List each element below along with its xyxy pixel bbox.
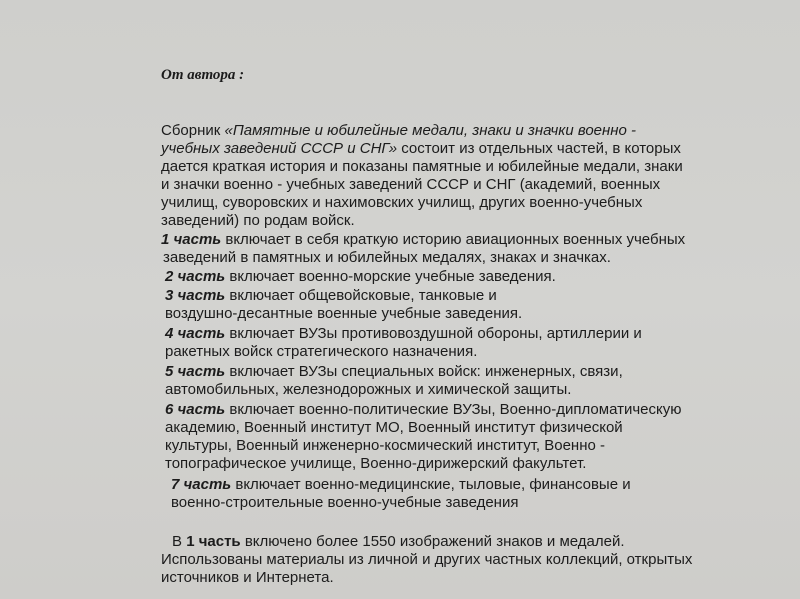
intro-line-3: дается краткая история и показаны памятные и юбилейные медали, знаки <box>161 158 683 175</box>
part-text: включает ВУЗы специальных войск: инженерных, связи, <box>225 363 623 380</box>
part-1-line-2: заведений в памятных и юбилейных медалях, знаках и значках. <box>163 249 611 266</box>
closing-part-label: 1 часть <box>186 533 241 550</box>
part-3-line-2: воздушно-десантные военные учебные заведения. <box>165 305 523 322</box>
part-6-line-1 <box>165 401 682 419</box>
part-6-line-4: топографическое училище, Военно-дирижерский факультет. <box>165 455 587 472</box>
closing-line-3: источников и Интернета. <box>161 569 334 586</box>
part-text: включает военно-политические ВУЗы, Военно-дипломатическую <box>225 401 682 418</box>
part-label: 5 часть <box>165 363 226 380</box>
intro-line-4: и значки военно - учебных заведений СССР и СНГ (академий, военных <box>161 176 661 193</box>
part-5-line-1 <box>165 363 623 381</box>
part-text: включает военно-морские учебные заведения. <box>225 268 556 285</box>
heading: От автора : <box>161 67 245 83</box>
collection-title-cont: учебных заведений СССР и СНГ» <box>161 140 398 157</box>
part-7-line-2: военно-строительные военно-учебные заведения <box>171 494 519 511</box>
part-6-line-3: культуры, Военный инженерно-космический институт, Военно - <box>165 437 606 454</box>
part-label: 7 часть <box>171 476 232 493</box>
part-text: включает общевойсковые, танковые и <box>225 287 497 304</box>
part-label: 6 часть <box>165 401 226 418</box>
intro-line-1 <box>161 122 758 140</box>
part-7-line-1 <box>171 476 631 494</box>
closing-line-1 <box>172 533 625 551</box>
part-label: 2 часть <box>165 268 226 285</box>
part-label: 1 часть <box>161 231 222 248</box>
part-text: включает ВУЗы противовоздушной обороны, артиллерии и <box>225 325 642 342</box>
intro-line-2 <box>161 140 681 158</box>
closing-line-2: Использованы материалы из личной и других частных коллекций, открытых <box>161 551 693 568</box>
part-label: 3 часть <box>165 287 226 304</box>
closing-text: В <box>172 533 187 550</box>
intro-lead: Сборник <box>161 122 225 139</box>
intro-text: состоит из отдельных частей, в которых <box>397 140 681 157</box>
intro-line-6: заведений) по родам войск. <box>161 212 355 229</box>
part-label: 4 часть <box>165 325 226 342</box>
closing-text: включено более 1550 изображений знаков и медалей. <box>240 533 625 550</box>
part-2-line-1 <box>165 268 556 286</box>
part-text: включает военно-медицинские, тыловые, финансовые и <box>231 476 631 493</box>
collection-title: «Памятные и юбилейные медали, знаки и значки военно - <box>224 122 637 139</box>
part-4-line-2: ракетных войск стратегического назначения. <box>165 343 478 360</box>
part-5-line-2: автомобильных, железнодорожных и химической защиты. <box>165 381 572 398</box>
part-4-line-1 <box>165 325 642 343</box>
part-6-line-2: академию, Военный институт МО, Военный институт физической <box>165 419 623 436</box>
part-3-line-1 <box>165 287 497 305</box>
part-1-line-1 <box>161 231 685 249</box>
part-text: включает в себя краткую историю авиационных военных учебных <box>221 231 686 248</box>
intro-line-5: училищ, суворовских и нахимовских училищ, других военно-учебных <box>161 194 643 211</box>
